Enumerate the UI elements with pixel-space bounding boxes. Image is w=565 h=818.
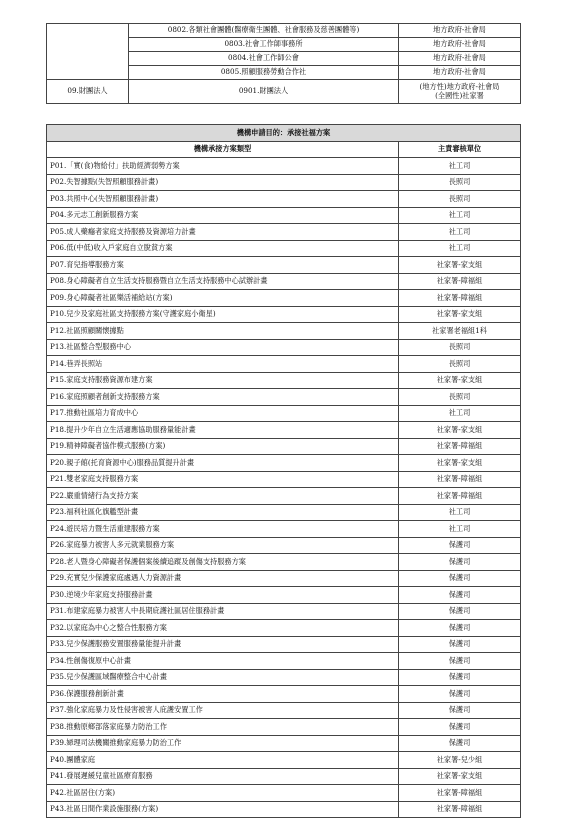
program-type-cell: P06.低(中低)收入戶家庭自立脫貧方案 xyxy=(47,240,399,257)
review-unit-cell: 社家署-障福組 xyxy=(399,273,521,290)
review-unit-cell: 保護司 xyxy=(399,669,521,686)
review-unit-cell: 保護司 xyxy=(399,735,521,752)
program-type-cell: P17.推動社區培力育成中心 xyxy=(47,405,399,422)
program-type-cell: P30.逆境少年家庭支持服務計畫 xyxy=(47,587,399,604)
program-type-cell: P16.家庭照顧者創新支持服務方案 xyxy=(47,389,399,406)
review-unit-cell: 社家署-兒少組 xyxy=(399,752,521,769)
program-type-cell: P28.老人暨身心障礙者保護個案後續追蹤及創傷支持服務方案 xyxy=(47,554,399,571)
program-type-cell: P22.嚴重情緒行為支持方案 xyxy=(47,488,399,505)
table-row xyxy=(47,504,521,521)
table-row xyxy=(47,752,521,769)
table-row xyxy=(47,240,521,257)
program-type-cell: P20.親子館(托育資源中心)服務品質提升計畫 xyxy=(47,455,399,472)
program-type-cell: P42.社區居住(方案) xyxy=(47,785,399,802)
table-title: 機構申請目的：承接社福方案 xyxy=(47,125,521,142)
table-row xyxy=(47,339,521,356)
table-row xyxy=(47,80,521,104)
table-row xyxy=(47,785,521,802)
table-row xyxy=(47,653,521,670)
organization-code-cell: 0901.財團法人 xyxy=(129,80,399,104)
program-type-cell: P43.社區日間作業設施服務(方案) xyxy=(47,801,399,818)
program-type-cell: P39.婦理司法機關推動家庭暴力防治工作 xyxy=(47,735,399,752)
table-row xyxy=(47,389,521,406)
review-unit-cell: 保護司 xyxy=(399,636,521,653)
program-type-cell: P15.家庭支持服務資源布建方案 xyxy=(47,372,399,389)
column-header-review-unit: 主責審核單位 xyxy=(399,141,521,158)
program-type-cell: P19.精神障礙者協作模式服務(方案) xyxy=(47,438,399,455)
table-row xyxy=(47,768,521,785)
program-type-cell: P12.社區照顧關懷據點 xyxy=(47,323,399,340)
review-unit-cell: 社家署-家支組 xyxy=(399,372,521,389)
table-row xyxy=(47,521,521,538)
organization-type-table-body xyxy=(47,24,521,104)
review-unit-cell: 保護司 xyxy=(399,537,521,554)
table-row xyxy=(47,570,521,587)
review-unit-cell: 社家署-障福組 xyxy=(399,801,521,818)
table-row xyxy=(47,636,521,653)
table-row xyxy=(47,24,521,38)
agency-cell: (地方性)地方政府-社會局 (全國性)社家署 xyxy=(399,80,521,104)
table-row xyxy=(47,801,521,818)
table-row xyxy=(47,735,521,752)
program-type-cell: P26.家庭暴力被害人多元就業服務方案 xyxy=(47,537,399,554)
table-row xyxy=(47,224,521,241)
organization-code-cell: 0805.照顧服務勞動合作社 xyxy=(129,66,399,80)
agency-cell: 地方政府-社會局 xyxy=(399,66,521,80)
table-row xyxy=(47,587,521,604)
table-header-row xyxy=(47,141,521,158)
review-unit-cell: 社家署-障福組 xyxy=(399,438,521,455)
agency-cell: 地方政府-社會局 xyxy=(399,24,521,38)
table-row xyxy=(47,405,521,422)
welfare-program-table-body xyxy=(47,158,521,818)
program-type-cell: P21.雙老家庭支持服務方案 xyxy=(47,471,399,488)
program-type-cell: P01.「實(食)物給付」扶助經濟弱勢方案 xyxy=(47,158,399,175)
program-type-cell: P13.社區整合型服務中心 xyxy=(47,339,399,356)
table-row xyxy=(47,702,521,719)
review-unit-cell: 保護司 xyxy=(399,554,521,571)
program-type-cell: P23.福利社區化旗艦型計畫 xyxy=(47,504,399,521)
table-row xyxy=(47,537,521,554)
review-unit-cell: 保護司 xyxy=(399,620,521,637)
table-row xyxy=(47,686,521,703)
program-type-cell: P32.以家庭為中心之整合性服務方案 xyxy=(47,620,399,637)
review-unit-cell: 社工司 xyxy=(399,521,521,538)
program-type-cell: P09.身心障礙者社區樂活補給站(方案) xyxy=(47,290,399,307)
table-row xyxy=(47,669,521,686)
review-unit-cell: 社家署-障福組 xyxy=(399,488,521,505)
program-type-cell: P36.保護服務創新計畫 xyxy=(47,686,399,703)
program-type-cell: P10.兒少及家庭社區支持服務方案(守護家庭小衛星) xyxy=(47,306,399,323)
program-type-cell: P29.充實兒少保護家庭處遇人力資源計畫 xyxy=(47,570,399,587)
program-type-cell: P37.強化家庭暴力及性侵害被害人庇護安置工作 xyxy=(47,702,399,719)
review-unit-cell: 社工司 xyxy=(399,158,521,175)
table-row xyxy=(47,620,521,637)
table-row xyxy=(47,323,521,340)
review-unit-cell: 社工司 xyxy=(399,224,521,241)
program-type-cell: P14.巷弄長照站 xyxy=(47,356,399,373)
review-unit-cell: 保護司 xyxy=(399,719,521,736)
organization-code-cell: 0803.社會工作師事務所 xyxy=(129,38,399,52)
table-row xyxy=(47,603,521,620)
review-unit-cell: 保護司 xyxy=(399,587,521,604)
review-unit-cell: 社工司 xyxy=(399,207,521,224)
review-unit-cell: 社家署-家支組 xyxy=(399,306,521,323)
table-row xyxy=(47,488,521,505)
review-unit-cell: 保護司 xyxy=(399,686,521,703)
program-type-cell: P24.遊民培力暨生活重建服務方案 xyxy=(47,521,399,538)
program-type-cell: P31.布建家庭暴力被害人中長期庇護社區居住服務計畫 xyxy=(47,603,399,620)
table-row xyxy=(47,719,521,736)
program-type-cell: P35.兒少保護區域醫療整合中心計畫 xyxy=(47,669,399,686)
table-row xyxy=(47,455,521,472)
review-unit-cell: 社家署-家支組 xyxy=(399,768,521,785)
agency-cell: 地方政府-社會局 xyxy=(399,38,521,52)
program-type-cell: P04.多元志工創新服務方案 xyxy=(47,207,399,224)
agency-cell: 地方政府-社會局 xyxy=(399,52,521,66)
table-row xyxy=(47,158,521,175)
table-row xyxy=(47,306,521,323)
table-title-row xyxy=(47,125,521,142)
review-unit-cell: 社家署-障福組 xyxy=(399,471,521,488)
review-unit-cell: 社工司 xyxy=(399,240,521,257)
program-type-cell: P33.兒少保護服務安置服務量能提升計畫 xyxy=(47,636,399,653)
review-unit-cell: 保護司 xyxy=(399,603,521,620)
table-row xyxy=(47,356,521,373)
organization-code-cell: 0804.社會工作師公會 xyxy=(129,52,399,66)
organization-type-table xyxy=(46,23,521,104)
review-unit-cell: 社工司 xyxy=(399,405,521,422)
welfare-program-table xyxy=(46,124,521,818)
table-row xyxy=(47,422,521,439)
program-type-cell: P41.發展遲緩兒童社區療育服務 xyxy=(47,768,399,785)
review-unit-cell: 社家署-家支組 xyxy=(399,455,521,472)
category-cell-empty xyxy=(47,24,129,80)
review-unit-cell: 社家署老福組1科 xyxy=(399,323,521,340)
table-row xyxy=(47,471,521,488)
category-cell: 09.財團法人 xyxy=(47,80,129,104)
column-header-program-type: 機構承接方案類型 xyxy=(47,141,399,158)
review-unit-cell: 社工司 xyxy=(399,504,521,521)
table-row xyxy=(47,191,521,208)
program-type-cell: P02.失智據點(失智照顧服務計畫) xyxy=(47,174,399,191)
table-row xyxy=(47,290,521,307)
review-unit-cell: 保護司 xyxy=(399,570,521,587)
organization-code-cell: 0802.各類社會團體(醫療衛生團體、社會服務及慈善團體等) xyxy=(129,24,399,38)
table-row xyxy=(47,207,521,224)
program-type-cell: P34.性創傷復原中心計畫 xyxy=(47,653,399,670)
table-row xyxy=(47,257,521,274)
program-type-cell: P40.團體家庭 xyxy=(47,752,399,769)
review-unit-cell: 社家署-障福組 xyxy=(399,785,521,802)
review-unit-cell: 長照司 xyxy=(399,389,521,406)
program-type-cell: P38.推動原鄉部落家庭暴力防治工作 xyxy=(47,719,399,736)
review-unit-cell: 長照司 xyxy=(399,339,521,356)
table-row xyxy=(47,174,521,191)
program-type-cell: P18.提升少年自立生活適應協助服務量能計畫 xyxy=(47,422,399,439)
program-type-cell: P05.成人藥癮者家庭支持服務及資源培力計畫 xyxy=(47,224,399,241)
review-unit-cell: 保護司 xyxy=(399,702,521,719)
review-unit-cell: 社家署-家支組 xyxy=(399,257,521,274)
program-type-cell: P07.育兒指導服務方案 xyxy=(47,257,399,274)
review-unit-cell: 長照司 xyxy=(399,356,521,373)
table-row xyxy=(47,273,521,290)
review-unit-cell: 社家署-家支組 xyxy=(399,422,521,439)
review-unit-cell: 社家署-障福組 xyxy=(399,290,521,307)
program-type-cell: P03.共照中心(失智照顧服務計畫) xyxy=(47,191,399,208)
table-row xyxy=(47,438,521,455)
review-unit-cell: 保護司 xyxy=(399,653,521,670)
review-unit-cell: 長照司 xyxy=(399,191,521,208)
program-type-cell: P08.身心障礙者自立生活支持服務暨自立生活支持服務中心試辦計畫 xyxy=(47,273,399,290)
table-row xyxy=(47,554,521,571)
review-unit-cell: 長照司 xyxy=(399,174,521,191)
table-row xyxy=(47,372,521,389)
